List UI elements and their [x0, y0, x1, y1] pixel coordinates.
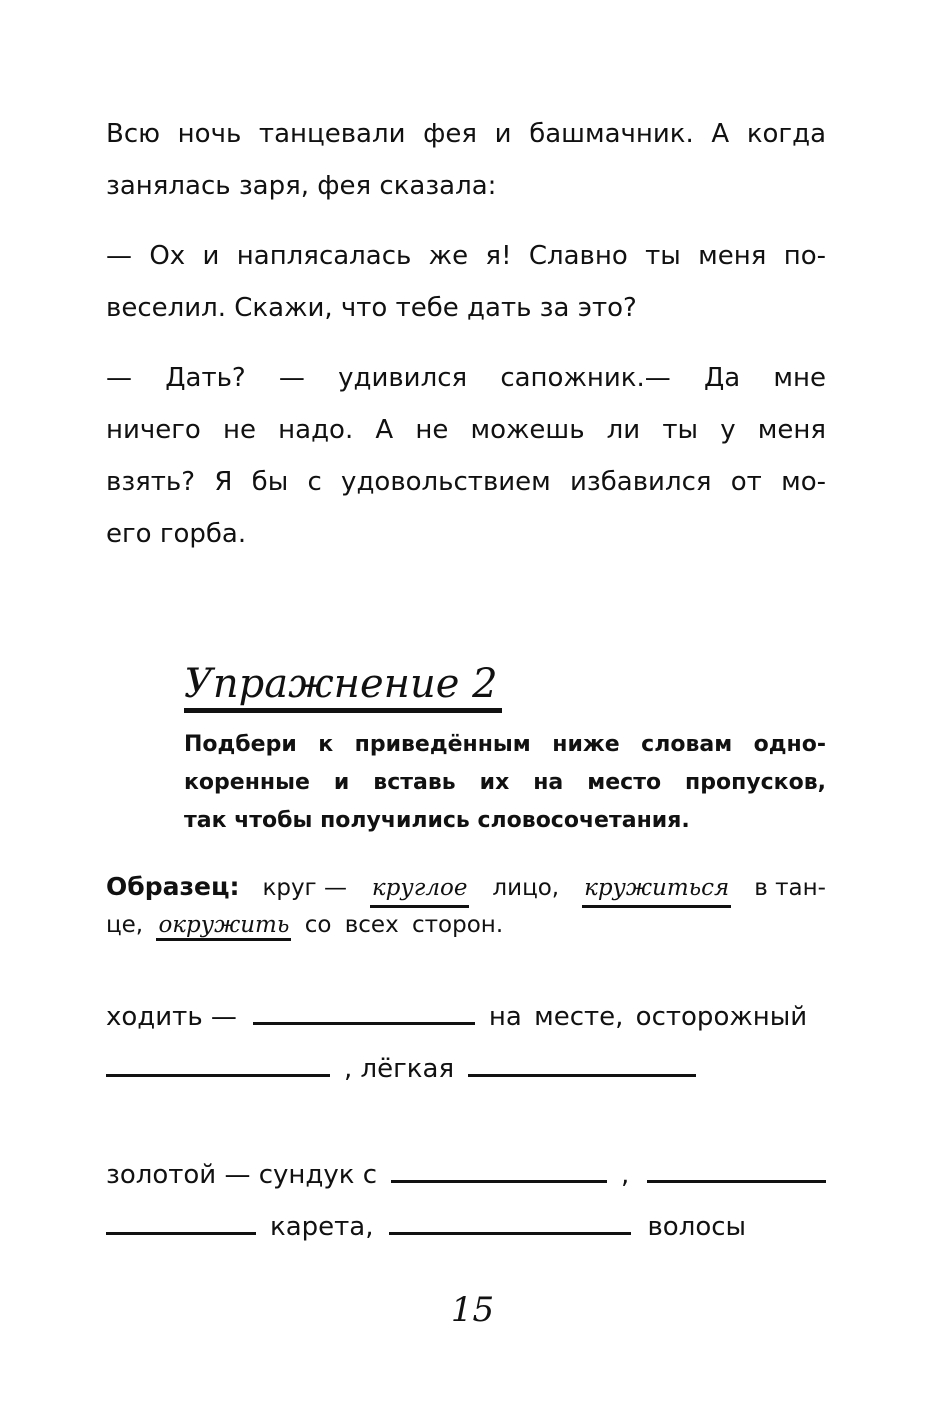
task-text: , лёгкая — [344, 1054, 455, 1084]
story-line: занялась заря, фея сказала: — [106, 171, 497, 201]
page-number: 15 — [450, 1290, 495, 1330]
answer-blank[interactable] — [468, 1052, 696, 1077]
instruction-line: Подбери к приведённым ниже словам одно- — [184, 732, 826, 757]
sample-text: це, — [106, 912, 144, 938]
sample-line-1 — [106, 870, 826, 908]
answer-blank[interactable] — [391, 1158, 607, 1183]
task1-line2 — [106, 1052, 826, 1086]
answer-blank[interactable] — [106, 1210, 256, 1235]
story-line: Всю ночь танцевали фея и башмачник. А когда — [106, 119, 826, 149]
sample-text: в тан- — [754, 875, 826, 901]
story-line: ничего не надо. А не можешь ли ты у меня — [106, 415, 826, 445]
story-line: взять? Я бы с удовольствием избавился от мо- — [106, 467, 826, 497]
sample-answer: кружиться — [582, 871, 731, 908]
story-line: его горба. — [106, 519, 247, 549]
exercise-title: Упражнение 2 — [184, 660, 502, 713]
sample-text: лицо, — [492, 875, 560, 901]
sample-text: со всех сторон. — [304, 912, 504, 938]
answer-blank[interactable] — [253, 1000, 475, 1025]
task-text: ходить — — [106, 1002, 237, 1032]
task1-line1 — [106, 1000, 826, 1034]
story-line: веселил. Скажи, что тебе дать за это? — [106, 293, 637, 323]
answer-blank[interactable] — [647, 1158, 826, 1183]
task-text: золотой — сундук с — [106, 1160, 378, 1190]
task-text: волосы — [647, 1212, 747, 1242]
instruction-line: коренные и вставь их на место пропусков, — [184, 770, 826, 795]
task2-line1 — [106, 1158, 826, 1192]
sample-line-2 — [106, 908, 826, 942]
sample-label: Образец: — [106, 872, 240, 901]
sample-answer: круглое — [370, 871, 470, 908]
answer-blank[interactable] — [389, 1210, 631, 1235]
sample-answer: окружить — [156, 912, 291, 941]
task-text: на месте, осторожный — [488, 1002, 808, 1032]
task-text: , — [621, 1160, 630, 1190]
task2-line2 — [106, 1210, 826, 1244]
story-line: — Дать? — удивился сапожник.— Да мне — [106, 363, 826, 393]
instruction-line: так чтобы получились словосочетания. — [184, 808, 690, 833]
task-text: карета, — [270, 1212, 374, 1242]
answer-blank[interactable] — [106, 1052, 330, 1077]
story-line: — Ох и наплясалась же я! Славно ты меня по- — [106, 241, 826, 271]
sample-text: круг — — [262, 875, 347, 901]
